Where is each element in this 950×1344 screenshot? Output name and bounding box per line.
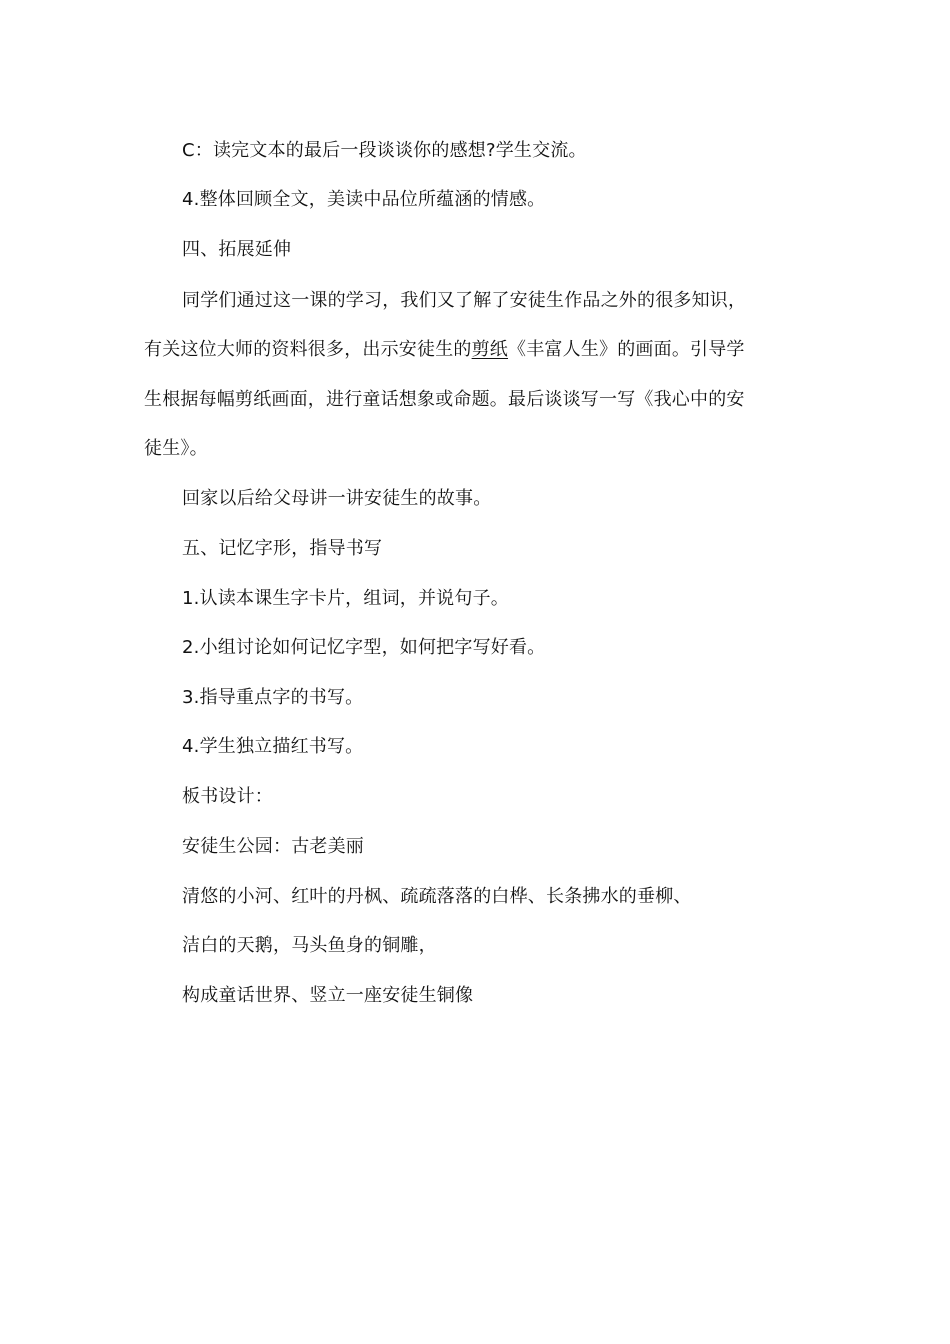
board-design-label: 板书设计： [182,786,273,807]
board-line: 构成童话世界、竖立一座安徒生铜像 [182,985,474,1006]
list-item: 4.学生独立描红书写。 [182,736,364,757]
list-item: 2.小组讨论如何记忆字型，如何把字写好看。 [182,637,546,658]
board-line: 洁白的天鹅，马头鱼身的铜雕， [182,935,437,956]
paragraph-line: 徒生》。 [144,438,208,459]
paragraph-text: 有关这位大师的资料很多，出示安徒生的 [144,339,472,360]
jianzhi-link[interactable]: 剪纸 [471,339,509,360]
paragraph-line: C：读完文本的最后一段谈谈你的感想?学生交流。 [182,140,587,161]
paragraph-line [144,338,745,362]
paragraph-line: 4.整体回顾全文，美读中品位所蕴涵的情感。 [182,189,546,210]
paragraph-line: 回家以后给父母讲一讲安徒生的故事。 [182,488,492,509]
board-line: 清悠的小河、红叶的丹枫、疏疏落落的白桦、长条拂水的垂柳、 [182,886,692,907]
paragraph-line: 生根据每幅剪纸画面，进行童话想象或命题。最后谈谈写一写《我心中的安 [144,389,745,410]
list-item: 3.指导重点字的书写。 [182,687,364,708]
list-item: 1.认读本课生字卡片，组词，并说句子。 [182,588,509,609]
board-line: 安徒生公园：古老美丽 [182,836,364,857]
paragraph-text: 《丰富人生》的画面。引导学 [508,339,745,360]
section-heading: 五、记忆字形，指导书写 [182,538,383,559]
section-heading: 四、拓展延伸 [182,239,292,260]
paragraph-line: 同学们通过这一课的学习，我们又了解了安徒生作品之外的很多知识， [182,290,747,311]
